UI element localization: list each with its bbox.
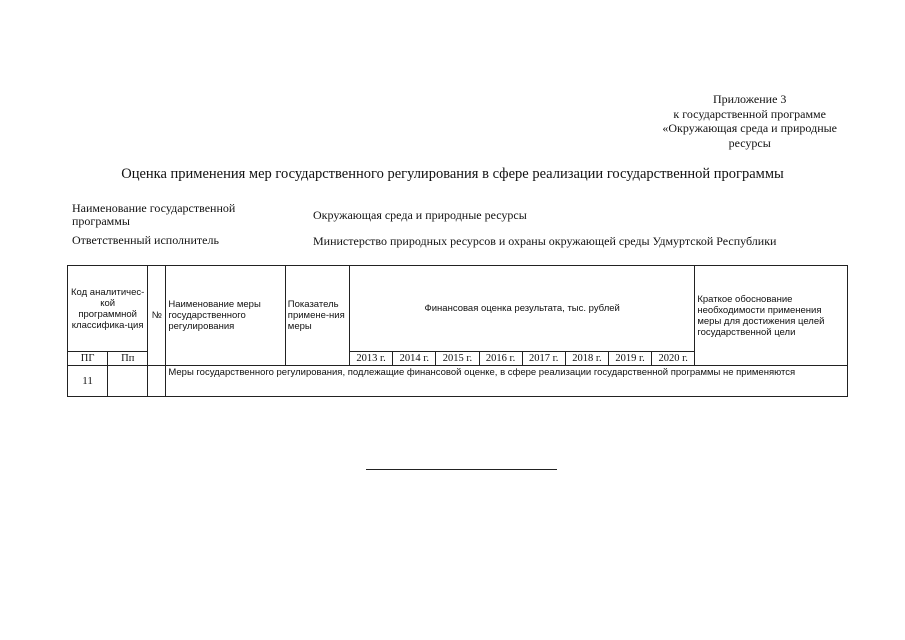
appendix-line-3: «Окружающая среда и природные [662, 121, 837, 135]
year-header: 2013 г. [350, 352, 393, 366]
table-header-row [68, 266, 848, 352]
year-header: 2016 г. [479, 352, 522, 366]
header-num: № [148, 266, 166, 366]
year-header: 2019 г. [608, 352, 651, 366]
executor-label: Ответственный исполнитель [72, 233, 219, 247]
measures-table [67, 265, 848, 397]
year-header: 2015 г. [436, 352, 479, 366]
executor-value: Министерство природных ресурсов и охраны окружающей среды Удмуртской Республики [313, 234, 777, 248]
row-measure-text: Меры государственного регулирования, подлежащие финансовой оценке, в сфере реализации государственной программы не применяются [166, 366, 848, 397]
year-header: 2017 г. [522, 352, 565, 366]
row-num [148, 366, 166, 397]
header-indicator: Показатель примене-ния меры [285, 266, 349, 366]
header-code: Код аналитичес-кой программной классифика-ция [68, 266, 148, 352]
table-row [68, 366, 848, 397]
program-label: Наименование государственной программы [72, 201, 236, 228]
appendix-line-2: к государственной программе [673, 106, 826, 121]
year-header: 2018 г. [565, 352, 608, 366]
row-pg: 11 [68, 366, 108, 397]
year-header: 2020 г. [652, 352, 695, 366]
appendix-line-4: ресурсы [728, 135, 771, 150]
subheader-pp: Пп [108, 352, 148, 366]
subheader-pg: ПГ [68, 352, 108, 366]
appendix-header [662, 92, 837, 150]
year-header: 2014 г. [393, 352, 436, 366]
appendix-number: Приложение 3 [712, 92, 787, 106]
header-financial: Финансовая оценка результата, тыс. рублей [350, 266, 695, 352]
header-justification: Краткое обоснование необходимости применения меры для достижения целей государственной цели [695, 266, 848, 366]
document-title: Оценка применения мер государственного регулирования в сфере реализации государственной программы [121, 166, 784, 182]
row-pp [108, 366, 148, 397]
end-separator-line [366, 469, 557, 470]
header-measure-name: Наименование меры государственного регулирования [166, 266, 285, 366]
program-value: Окружающая среда и природные ресурсы [313, 208, 527, 222]
